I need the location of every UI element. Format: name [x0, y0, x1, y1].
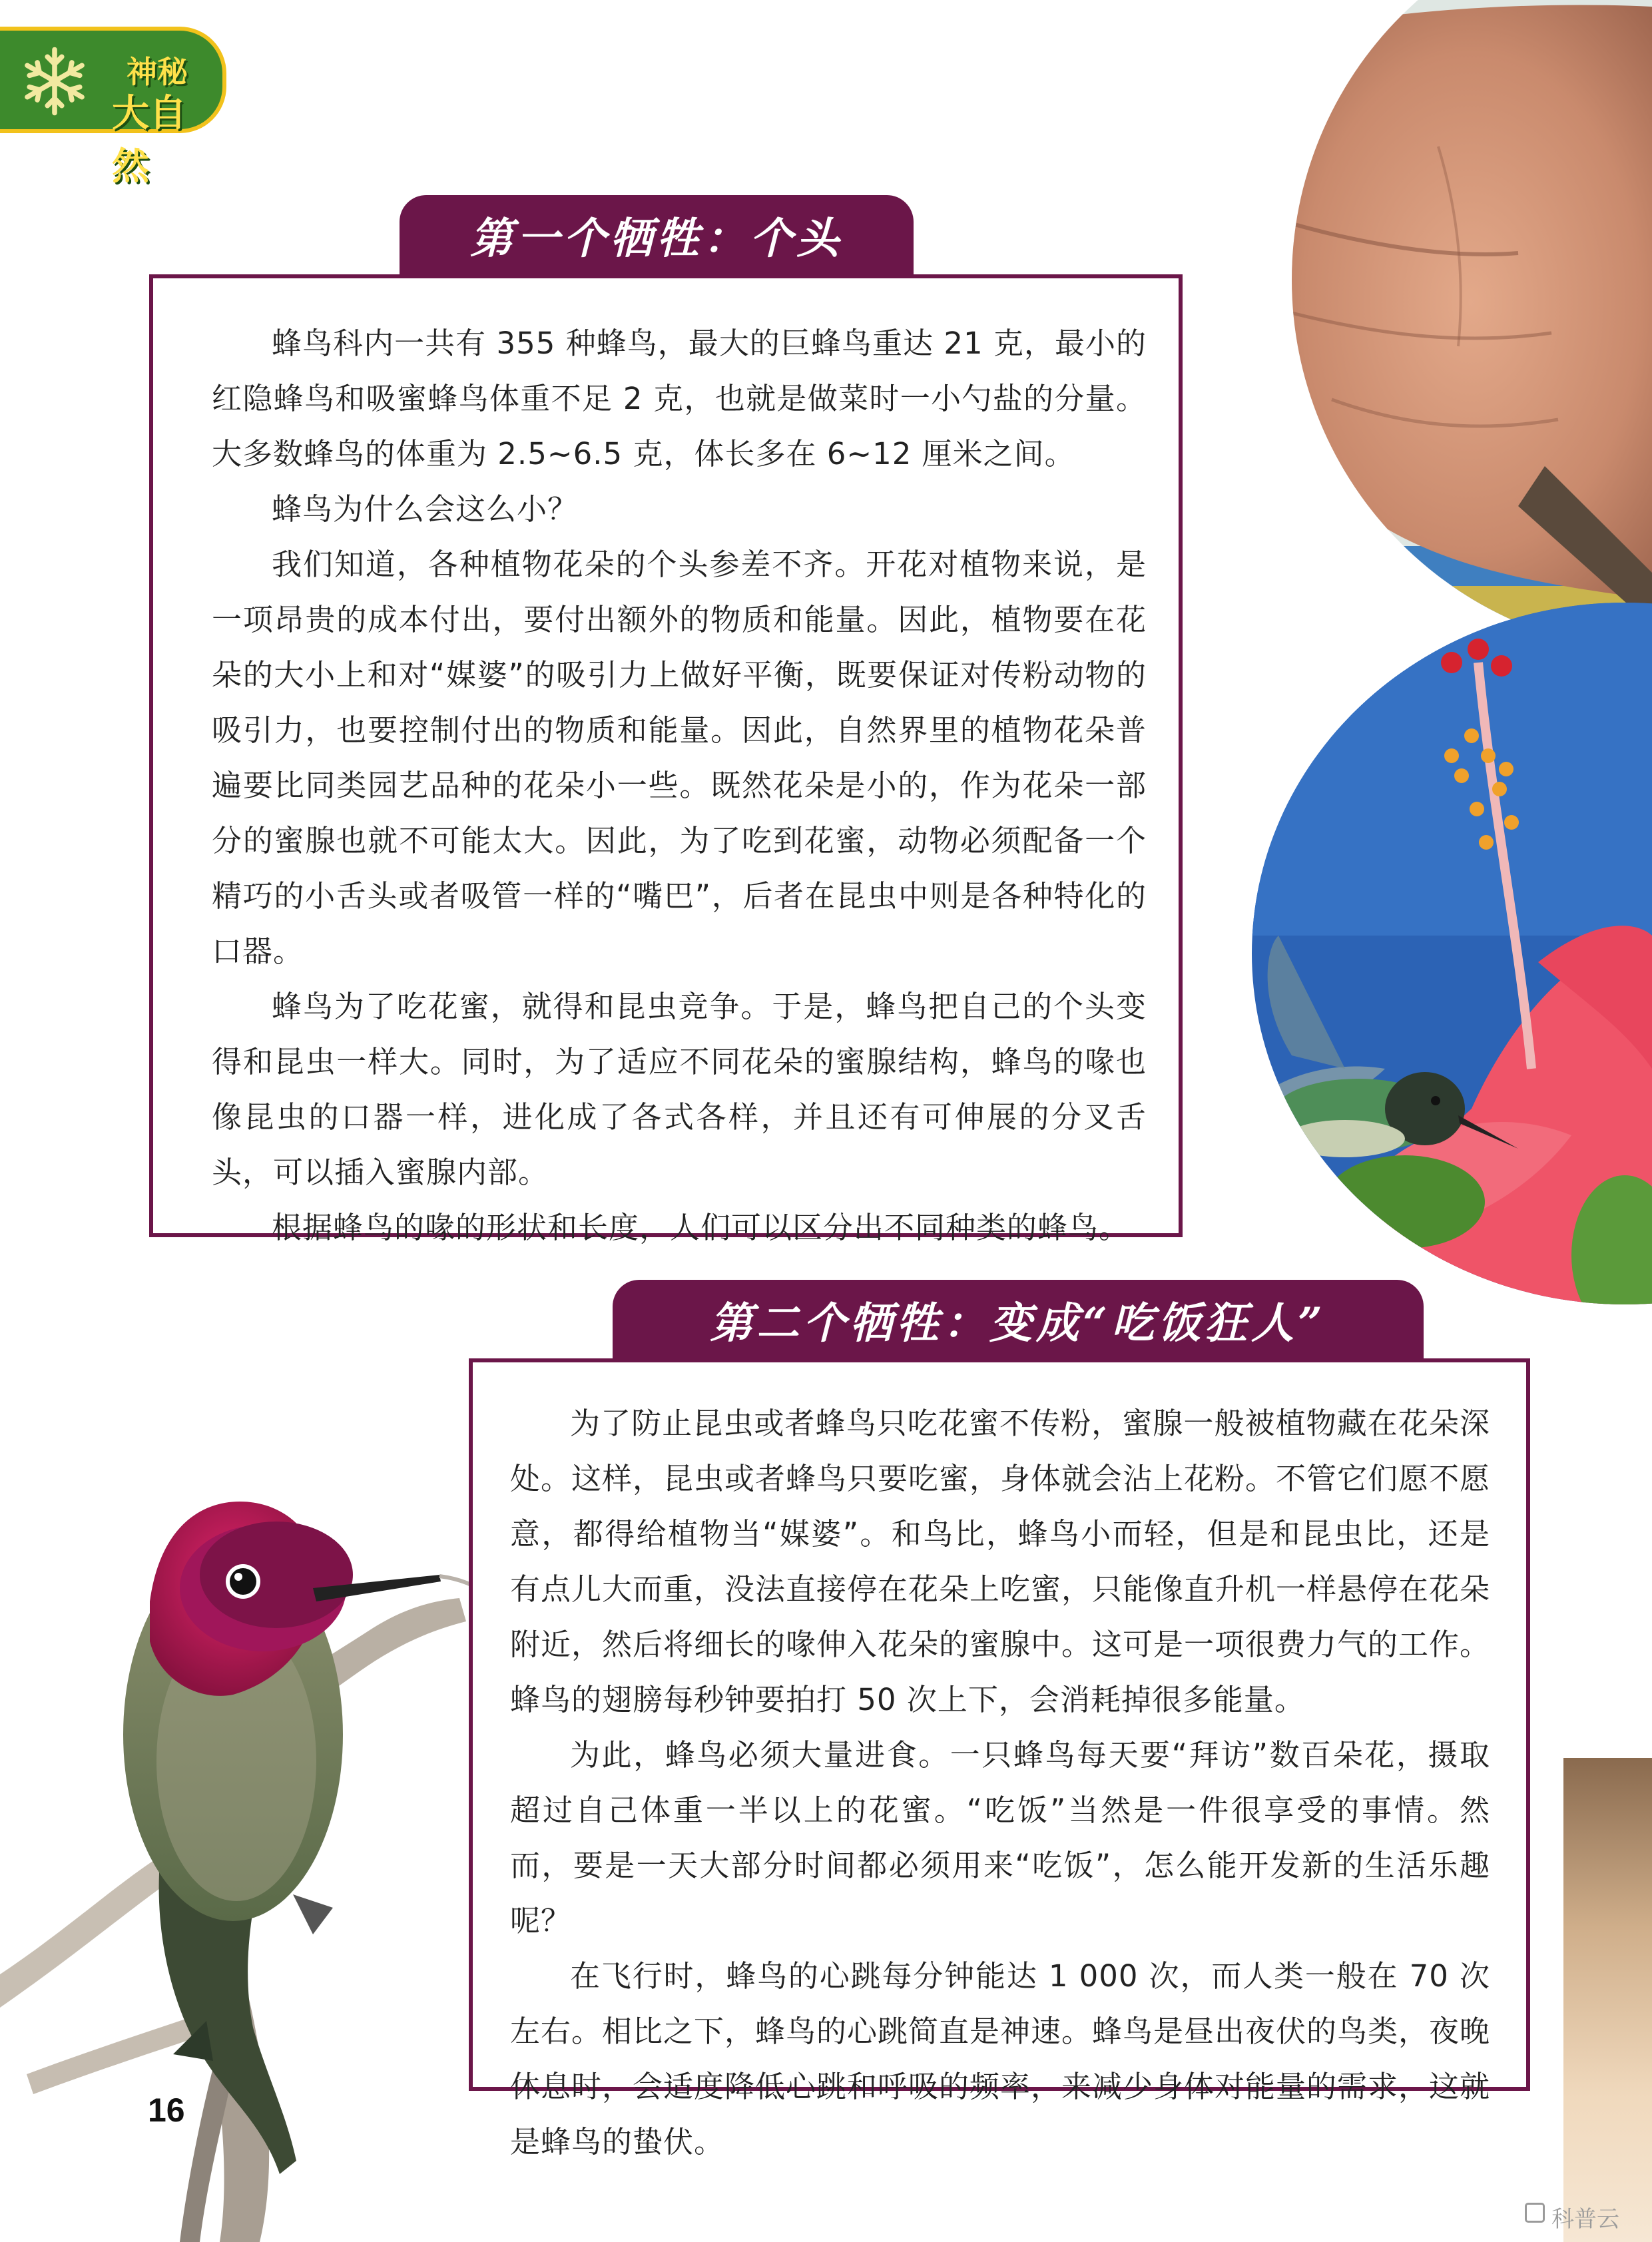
section-2-paragraph: 为此，蜂鸟必须大量进食。一只蜂鸟每天要“拜访”数百朵花，摄取超过自己体重一半以上的花蜜。“吃饭”当然是一件很享受的事情。然而，要是一天大部分时间都必须用来“吃饭”，怎么能开发新的生活乐趣呢？	[510, 1737, 1490, 1938]
badge-title-line1: 神秘	[127, 54, 188, 90]
badge-title-line2: 大自然	[112, 92, 186, 188]
watermark-text: 科普云	[1551, 2206, 1619, 2233]
snowflake-icon	[19, 45, 91, 117]
hand-photo	[1239, 0, 1652, 673]
watermark-icon	[1525, 2203, 1545, 2223]
section-1-paragraph: 蜂鸟科内一共有 355 种蜂鸟，最大的巨蜂鸟重达 21 克，最小的红隐蜂鸟和吸蜜蜂鸟体重不足 2 克，也就是做菜时一小勺盐的分量。大多数蜂鸟的体重为 2.5~6.5 克，体长多在 6~12 厘米之间。	[212, 326, 1147, 471]
section-2-paragraph: 在飞行时，蜂鸟的心跳每分钟能达 1 000 次，而人类一般在 70 次左右。相比之下，蜂鸟的心跳简直是神速。蜂鸟是昼出夜伏的鸟类，夜晚休息时，会适度降低心跳和呼吸的频率，来减少身体对能量的需求，这就是蜂鸟的蛰伏。	[510, 1958, 1491, 2159]
section-2-paragraph: 为了防止昆虫或者蜂鸟只吃花蜜不传粉，蜜腺一般被植物藏在花朵深处。这样，昆虫或者蜂鸟只要吃蜜，身体就会沾上花粉。不管它们愿不愿意，都得给植物当“媒婆”。和鸟比，蜂鸟小而轻，但是和昆虫比，还是有点儿大而重，没法直接停在花朵上吃蜜，只能像直升机一样悬停在花朵附近，然后将细长的喙伸入花朵的蜜腺中。这可是一项很费力气的工作。蜂鸟的翅膀每秒钟要拍打 50 次上下，会消耗掉很多能量。	[510, 1406, 1491, 1717]
section-1-paragraph: 蜂鸟为什么会这么小？	[272, 491, 579, 527]
hummingbird-hibiscus-photo	[1252, 603, 1652, 1305]
section-2-box	[469, 1358, 1530, 2159]
section-1-paragraph: 蜂鸟为了吃花蜜，就得和昆虫竞争。于是，蜂鸟把自己的个头变得和昆虫一样大。同时，为了适应不同花朵的蜜腺结构，蜂鸟的喙也像昆虫的口器一样，进化成了各式各样，并且还有可伸展的分叉舌头，可以插入蜜腺内部。	[212, 989, 1147, 1190]
section-1-paragraph: 我们知道，各种植物花朵的个头参差不齐。开花对植物来说，是一项昂贵的成本付出，要付出额外的物质和能量。因此，植物要在花朵的大小上和对“媒婆”的吸引力上做好平衡，既要保证对传粉动物的吸引力，也要控制付出的物质和能量。因此，自然界里的植物花朵普遍要比同类园艺品种的花朵小一些。既然花朵是小的，作为花朵一部分的蜜腺也就不可能太大。因此，为了吃到花蜜，动物必须配备一个精巧的小舌头或者吸管一样的“嘴巴”，后者在昆虫中则是各种特化的口器。	[212, 547, 1147, 969]
section-1-box	[149, 274, 1183, 1245]
page-number: 16	[148, 2092, 185, 2129]
section-1-title: 第一个牺牲：个头	[400, 195, 914, 275]
column-badge	[0, 27, 226, 188]
decorative-strip	[1563, 1758, 1652, 2242]
hummingbird-branch-photo	[0, 1268, 546, 2242]
section-2-title: 第二个牺牲：变成“吃饭狂人”	[613, 1280, 1424, 1360]
section-1-paragraph: 根据蜂鸟的喙的形状和长度，人们可以区分出不同种类的蜂鸟。	[272, 1210, 1130, 1245]
